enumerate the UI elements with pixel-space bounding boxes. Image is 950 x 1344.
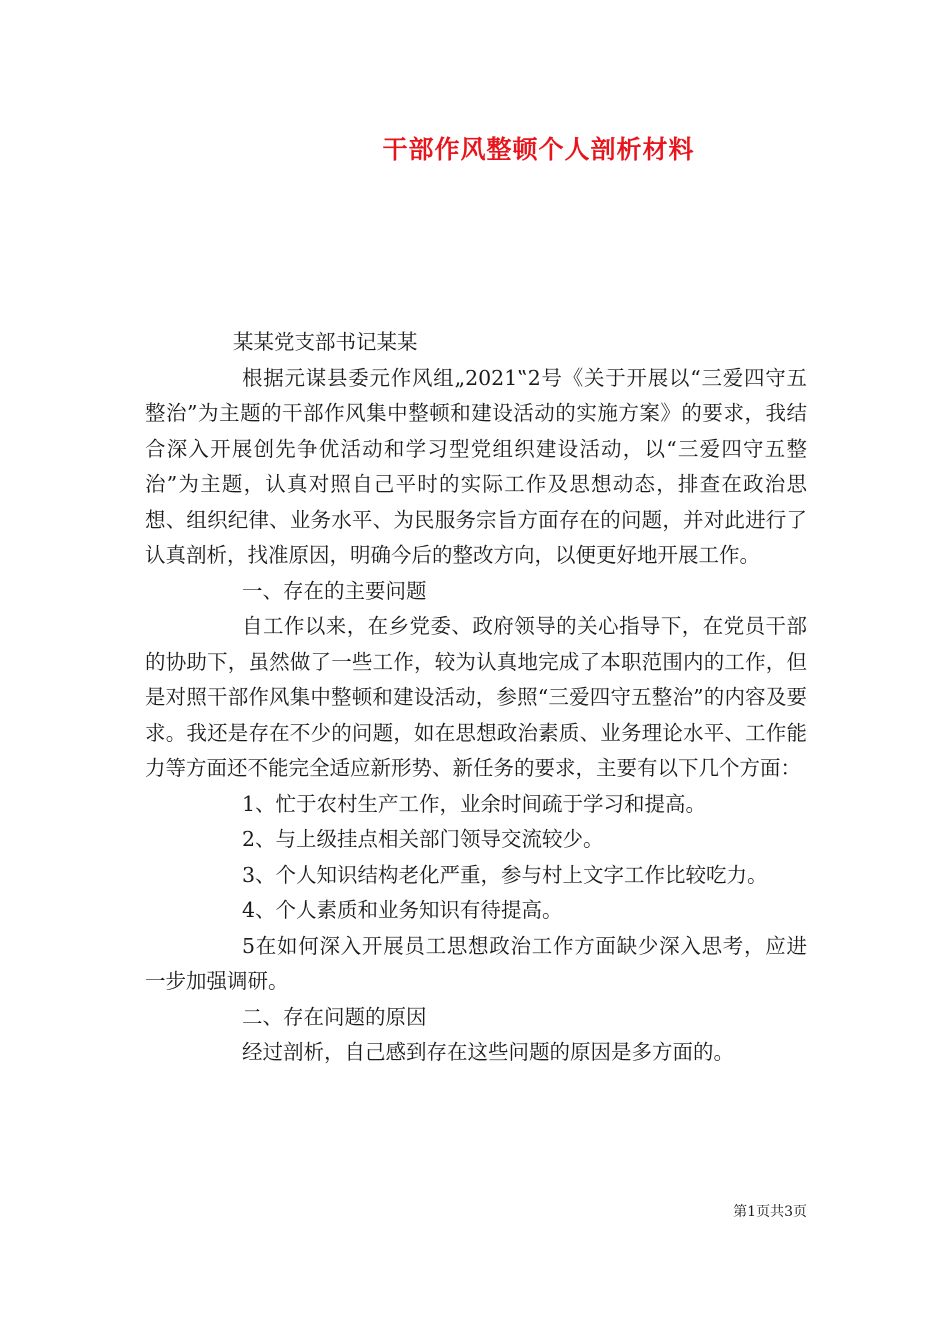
list-item: 4、个人素质和业务知识有待提高。 bbox=[242, 898, 563, 922]
paragraph-problems: 自工作以来，在乡党委、政府领导的关心指导下，在党员干部的协助下，虽然做了一些工作，较为认真地完成了本职范围内的工作，但是对照干部作风集中整顿和建设活动，参照“三爱四守五整治”的内容及要求。我还是存在不少的问题，如在思想政治素质、业务理论水平、工作能力等方面还不能完全适应新形势、新任务的要求，主要有以下几个方面： bbox=[145, 614, 807, 780]
author-line: 某某党支部书记某某 bbox=[233, 330, 418, 354]
page-number: 第1页共3页 bbox=[733, 1204, 807, 1220]
section-heading-causes: 二、存在问题的原因 bbox=[242, 1004, 427, 1029]
document-title: 干部作风整顿个人剖析材料 bbox=[382, 135, 695, 164]
list-item: 5在如何深入开展员工思想政治工作方面缺少深入思考，应进一步加强调研。 bbox=[145, 933, 807, 993]
list-item: 1、忙于农村生产工作，业余时间疏于学习和提高。 bbox=[242, 791, 707, 816]
paragraph-intro: 根据元谋县委元作风组„2021‟2号《关于开展以“三爱四守五整治”为主题的干部作风集中整顿和建设活动的实施方案》的要求，我结合深入开展创先争优活动和学习型党组织建设活动，以“三爱四守五整治”为主题，认真对照自己平时的实际工作及思想动态，排查在政治思想、组织纪律、业务水平、为民服务宗旨方面存在的问题，并对此进行了认真剖析，找准原因，明确今后的整改方向，以便更好地开展工作。 bbox=[145, 365, 807, 567]
list-item: 2、与上级挂点相关部门领导交流较少。 bbox=[242, 827, 604, 851]
document-body bbox=[145, 325, 807, 1071]
paragraph-causes: 经过剖析，自己感到存在这些问题的原因是多方面的。 bbox=[242, 1040, 734, 1064]
section-heading-problems: 一、存在的主要问题 bbox=[242, 578, 427, 603]
list-item: 3、个人知识结构老化严重，参与村上文字工作比较吃力。 bbox=[242, 862, 768, 887]
